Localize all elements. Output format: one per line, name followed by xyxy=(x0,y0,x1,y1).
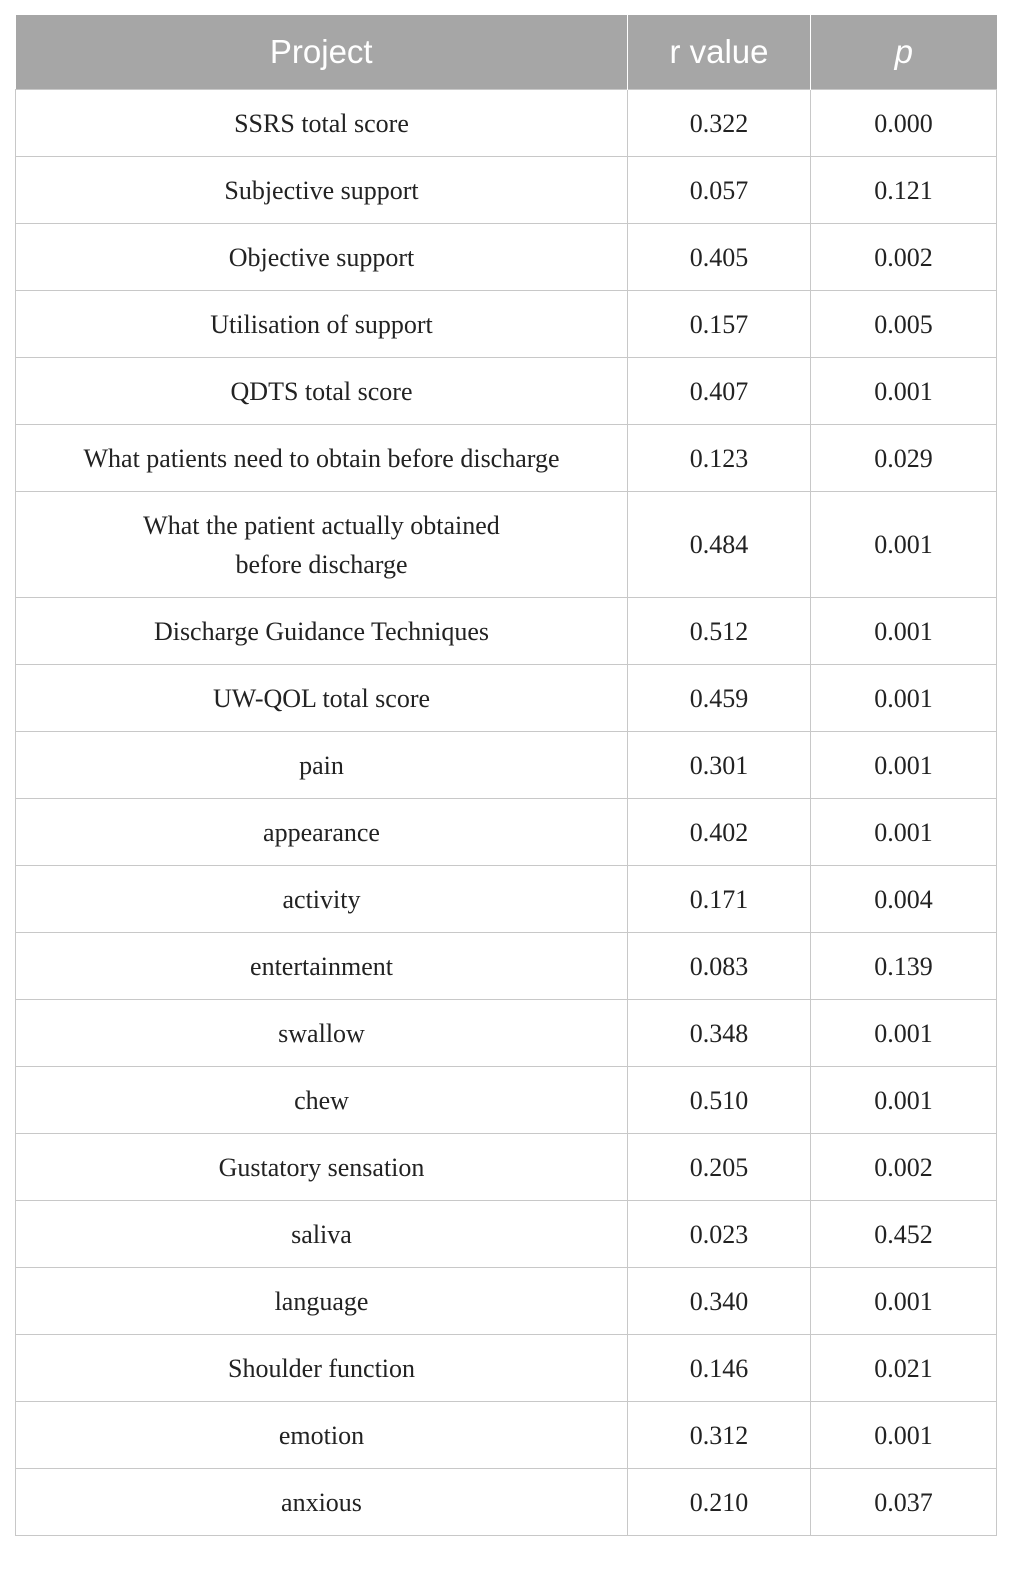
cell-r-value: 0.023 xyxy=(628,1201,811,1268)
cell-r-value: 0.510 xyxy=(628,1067,811,1134)
cell-r-value: 0.402 xyxy=(628,799,811,866)
cell-r-value: 0.322 xyxy=(628,90,811,157)
cell-project: entertainment xyxy=(16,933,628,1000)
table-row xyxy=(16,291,997,358)
table-row xyxy=(16,732,997,799)
table-header xyxy=(16,15,997,90)
table-row xyxy=(16,933,997,1000)
table-row xyxy=(16,90,997,157)
table-row xyxy=(16,492,997,598)
cell-r-value: 0.348 xyxy=(628,1000,811,1067)
header-project: Project xyxy=(16,15,628,90)
table-row xyxy=(16,425,997,492)
cell-project: anxious xyxy=(16,1469,628,1536)
cell-project: swallow xyxy=(16,1000,628,1067)
header-row xyxy=(16,15,997,90)
cell-project: emotion xyxy=(16,1402,628,1469)
cell-p: 0.000 xyxy=(811,90,997,157)
cell-p: 0.002 xyxy=(811,224,997,291)
cell-project: activity xyxy=(16,866,628,933)
table-row xyxy=(16,866,997,933)
cell-project: UW-QOL total score xyxy=(16,665,628,732)
cell-p: 0.452 xyxy=(811,1201,997,1268)
cell-p: 0.004 xyxy=(811,866,997,933)
cell-r-value: 0.312 xyxy=(628,1402,811,1469)
table-row xyxy=(16,224,997,291)
cell-project: SSRS total score xyxy=(16,90,628,157)
table-row xyxy=(16,665,997,732)
cell-r-value: 0.083 xyxy=(628,933,811,1000)
cell-project: appearance xyxy=(16,799,628,866)
table-body xyxy=(16,90,997,1536)
cell-r-value: 0.146 xyxy=(628,1335,811,1402)
cell-p: 0.029 xyxy=(811,425,997,492)
cell-project: What patients need to obtain before discharge xyxy=(16,425,628,492)
cell-p: 0.001 xyxy=(811,1268,997,1335)
cell-r-value: 0.205 xyxy=(628,1134,811,1201)
cell-r-value: 0.459 xyxy=(628,665,811,732)
cell-p: 0.037 xyxy=(811,1469,997,1536)
cell-p: 0.021 xyxy=(811,1335,997,1402)
cell-project: QDTS total score xyxy=(16,358,628,425)
cell-p: 0.139 xyxy=(811,933,997,1000)
cell-p: 0.121 xyxy=(811,157,997,224)
cell-p: 0.001 xyxy=(811,1402,997,1469)
cell-p: 0.001 xyxy=(811,799,997,866)
cell-r-value: 0.210 xyxy=(628,1469,811,1536)
table-row xyxy=(16,1335,997,1402)
cell-r-value: 0.301 xyxy=(628,732,811,799)
cell-project-line: before discharge xyxy=(235,549,408,579)
cell-p: 0.001 xyxy=(811,1000,997,1067)
table-row xyxy=(16,1000,997,1067)
cell-project: saliva xyxy=(16,1201,628,1268)
correlation-table xyxy=(15,15,997,1536)
cell-project: Utilisation of support xyxy=(16,291,628,358)
correlation-table-container xyxy=(15,15,996,1536)
table-row xyxy=(16,1469,997,1536)
table-row xyxy=(16,1268,997,1335)
table-row xyxy=(16,157,997,224)
table-row xyxy=(16,1067,997,1134)
cell-r-value: 0.157 xyxy=(628,291,811,358)
cell-project: Discharge Guidance Techniques xyxy=(16,598,628,665)
cell-r-value: 0.407 xyxy=(628,358,811,425)
cell-p: 0.001 xyxy=(811,1067,997,1134)
cell-project: Objective support xyxy=(16,224,628,291)
table-row xyxy=(16,598,997,665)
table-row xyxy=(16,358,997,425)
cell-project: chew xyxy=(16,1067,628,1134)
cell-p: 0.001 xyxy=(811,665,997,732)
cell-p: 0.001 xyxy=(811,598,997,665)
cell-project: language xyxy=(16,1268,628,1335)
cell-r-value: 0.057 xyxy=(628,157,811,224)
cell-project: Shoulder function xyxy=(16,1335,628,1402)
cell-r-value: 0.340 xyxy=(628,1268,811,1335)
cell-project: Gustatory sensation xyxy=(16,1134,628,1201)
cell-project xyxy=(16,492,628,598)
table-row xyxy=(16,1134,997,1201)
cell-project: pain xyxy=(16,732,628,799)
table-row xyxy=(16,799,997,866)
cell-r-value: 0.405 xyxy=(628,224,811,291)
cell-p: 0.001 xyxy=(811,492,997,598)
cell-r-value: 0.512 xyxy=(628,598,811,665)
cell-p: 0.001 xyxy=(811,732,997,799)
cell-r-value: 0.123 xyxy=(628,425,811,492)
cell-p: 0.001 xyxy=(811,358,997,425)
header-r-value: r value xyxy=(628,15,811,90)
table-row xyxy=(16,1402,997,1469)
table-row xyxy=(16,1201,997,1268)
cell-project: Subjective support xyxy=(16,157,628,224)
cell-r-value: 0.484 xyxy=(628,492,811,598)
cell-p: 0.002 xyxy=(811,1134,997,1201)
cell-p: 0.005 xyxy=(811,291,997,358)
cell-r-value: 0.171 xyxy=(628,866,811,933)
cell-project-line: What the patient actually obtained xyxy=(143,510,500,540)
header-p: p xyxy=(811,15,997,90)
